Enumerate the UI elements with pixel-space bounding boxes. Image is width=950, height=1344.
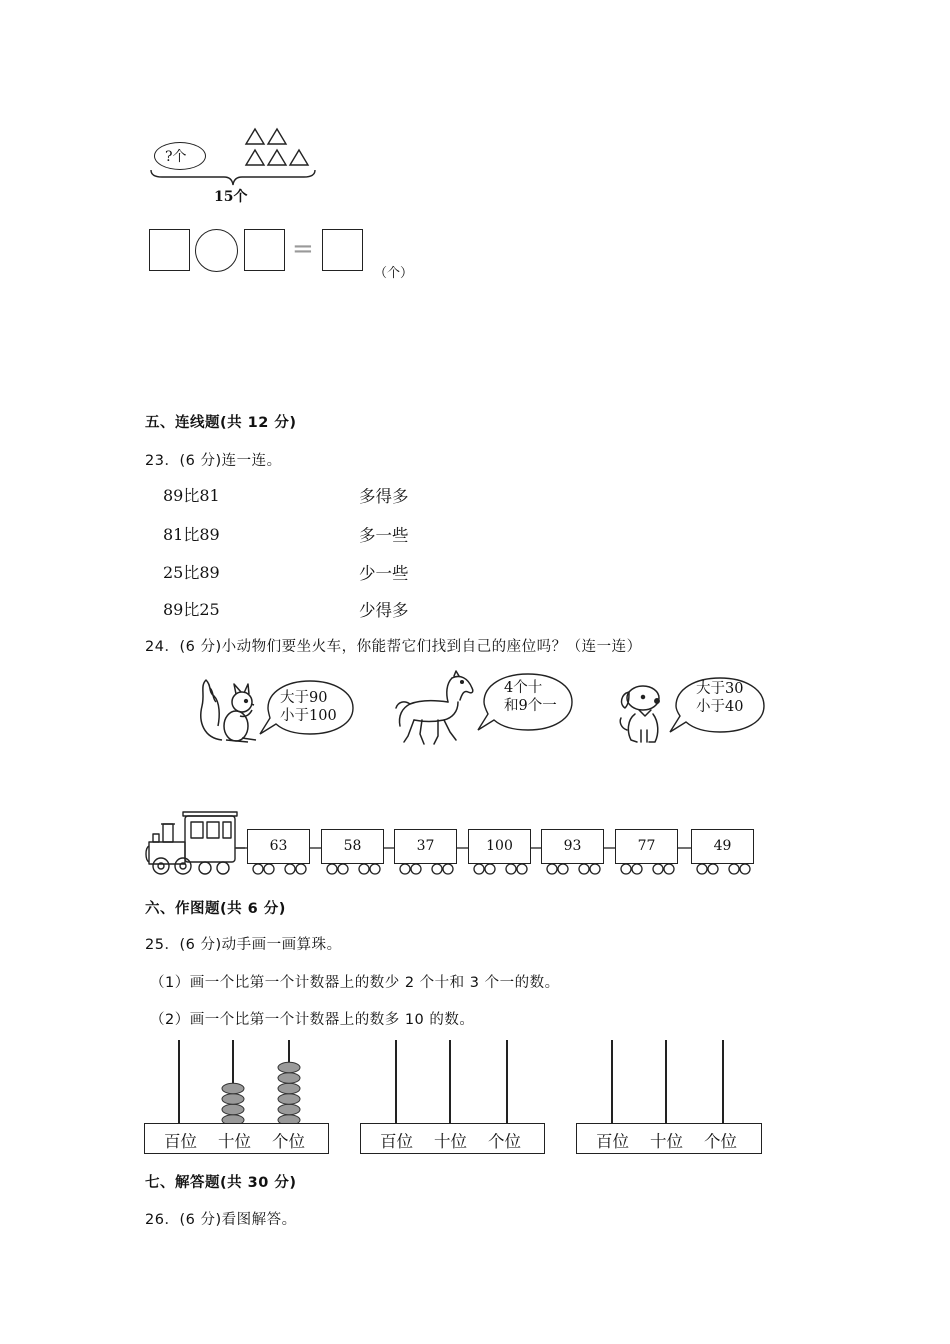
train-car[interactable]: 93 <box>541 829 604 864</box>
answer-box-result[interactable] <box>322 229 363 271</box>
bubble-line: 和9个一 <box>504 698 557 714</box>
abacus-bead <box>222 1094 244 1104</box>
abacus-rod-ones[interactable] <box>722 1040 724 1123</box>
abacus-rod-hundreds[interactable] <box>611 1040 613 1123</box>
section7-title: 七、解答题(共 30 分) <box>145 1175 297 1191</box>
bubble-line: 小于40 <box>696 699 744 715</box>
answer-box-1[interactable] <box>149 229 190 271</box>
train-car[interactable]: 63 <box>247 829 310 864</box>
abacus-rod-tens[interactable] <box>665 1040 667 1123</box>
place-label-ones: 个位 <box>272 1132 305 1151</box>
train-car[interactable]: 77 <box>615 829 678 864</box>
q25-stem: 25．(6 分)动手画一画算珠。 <box>145 937 342 953</box>
match-right-item[interactable]: 多一些 <box>359 526 409 545</box>
locomotive-icon <box>145 808 245 878</box>
bubble-line: 4个十 <box>504 680 543 696</box>
train-car[interactable]: 37 <box>394 829 457 864</box>
place-label-tens: 十位 <box>218 1132 251 1151</box>
q26-stem: 26．(6 分)看图解答。 <box>145 1212 297 1228</box>
abacus-beads <box>210 1058 320 1124</box>
abacus-bead <box>222 1083 244 1093</box>
answer-box-2[interactable] <box>244 229 285 271</box>
abacus-base <box>360 1123 545 1154</box>
operator-circle[interactable] <box>195 229 238 272</box>
abacus-rod-ones[interactable] <box>506 1040 508 1123</box>
place-label-tens: 十位 <box>434 1132 467 1151</box>
abacus-bead <box>278 1094 300 1104</box>
match-left-item[interactable]: 89比81 <box>163 486 220 505</box>
q25-sub1: （1）画一个比第一个计数器上的数少 2 个十和 3 个一的数。 <box>150 975 560 991</box>
abacus-base <box>144 1123 329 1154</box>
place-label-hundreds: 百位 <box>164 1132 197 1151</box>
place-label-ones: 个位 <box>488 1132 521 1151</box>
train-car[interactable]: 100 <box>468 829 531 864</box>
match-right-item[interactable]: 多得多 <box>359 487 409 506</box>
match-left-item[interactable]: 25比89 <box>163 563 220 582</box>
q23-stem: 23．(6 分)连一连。 <box>145 453 282 469</box>
abacus-bead <box>278 1062 300 1072</box>
unit-label: （个） <box>374 266 414 281</box>
abacus-rod-hundreds <box>178 1040 180 1123</box>
abacus-base <box>576 1123 762 1154</box>
abacus-rod-tens[interactable] <box>449 1040 451 1123</box>
place-label-tens: 十位 <box>650 1132 683 1151</box>
abacus-bead <box>278 1083 300 1093</box>
train-car[interactable]: 58 <box>321 829 384 864</box>
abacus-rod-hundreds[interactable] <box>395 1040 397 1123</box>
bubble-line: 小于100 <box>280 708 337 724</box>
match-left-item[interactable]: 89比25 <box>163 600 220 619</box>
equals-sign: = <box>292 234 314 264</box>
q25-sub2: （2）画一个比第一个计数器上的数多 10 的数。 <box>150 1012 475 1028</box>
train-car[interactable]: 49 <box>691 829 754 864</box>
place-label-hundreds: 百位 <box>596 1132 629 1151</box>
unknown-label: ?个 <box>165 149 187 165</box>
triangles-icon <box>240 124 316 168</box>
section6-title: 六、作图题(共 6 分) <box>145 901 286 917</box>
total-label: 15个 <box>214 189 248 205</box>
q24-stem: 24．(6 分)小动物们要坐火车，你能帮它们找到自己的座位吗？（连一连） <box>145 639 642 655</box>
match-right-item[interactable]: 少一些 <box>359 564 409 583</box>
abacus-bead <box>278 1104 300 1114</box>
place-label-hundreds: 百位 <box>380 1132 413 1151</box>
match-right-item[interactable]: 少得多 <box>359 601 409 620</box>
section5-title: 五、连线题(共 12 分) <box>145 415 297 431</box>
place-label-ones: 个位 <box>704 1132 737 1151</box>
match-left-item[interactable]: 81比89 <box>163 525 220 544</box>
abacus-bead <box>278 1073 300 1083</box>
brace-icon <box>148 168 318 188</box>
abacus-bead <box>222 1104 244 1114</box>
train-wheels-icon <box>236 840 760 880</box>
bubble-line: 大于30 <box>696 681 744 697</box>
bubble-line: 大于90 <box>280 690 328 706</box>
